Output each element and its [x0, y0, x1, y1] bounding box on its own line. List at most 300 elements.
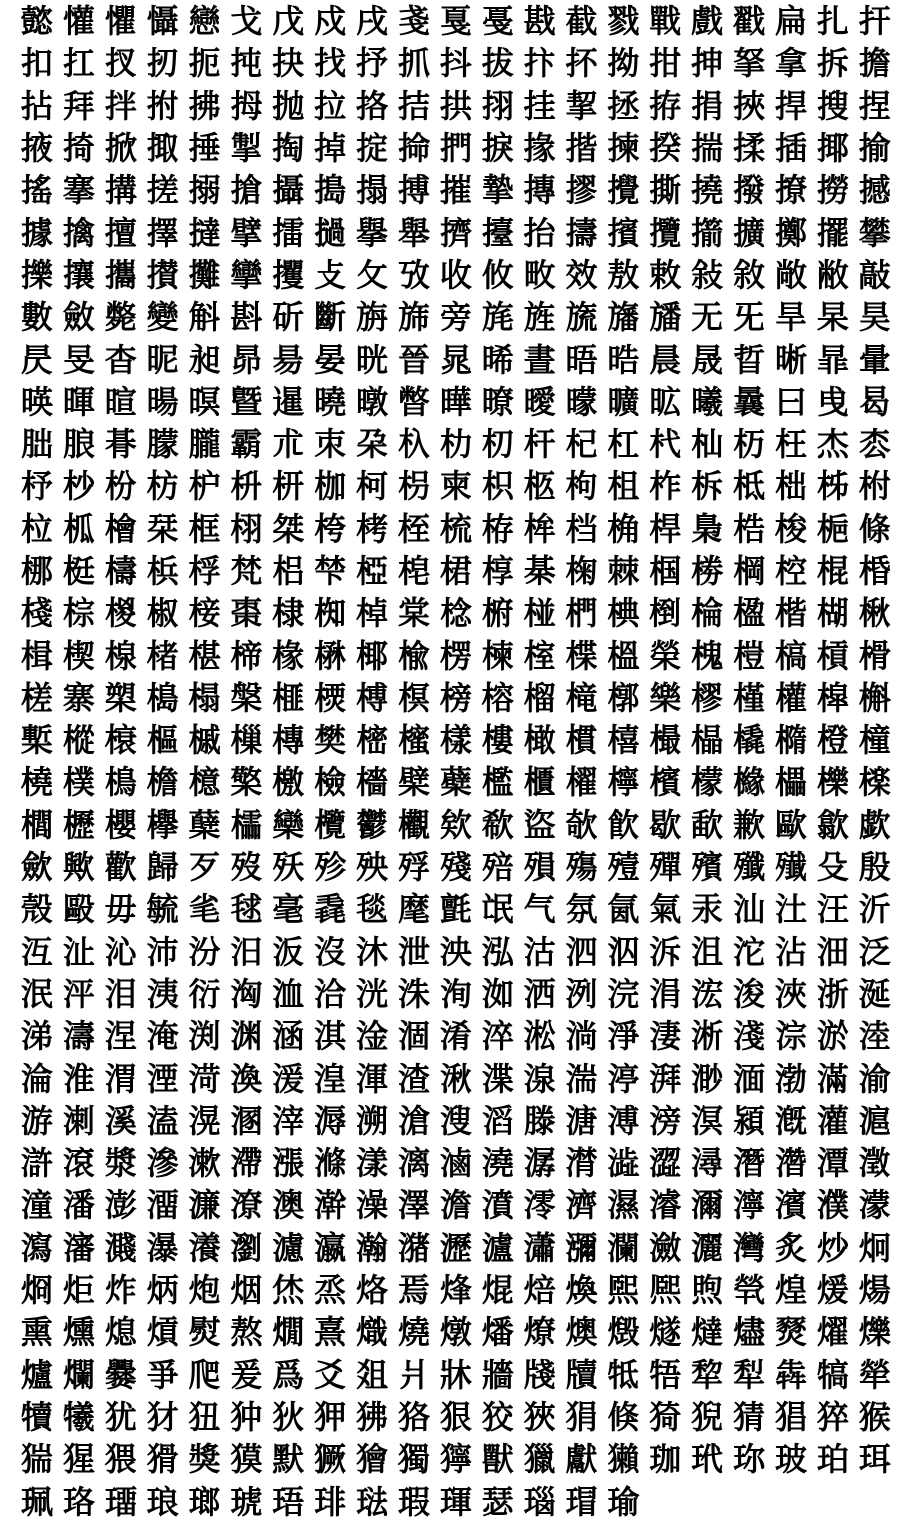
kanji-character: 枡 — [230, 467, 263, 506]
kanji-character: 晝 — [523, 340, 556, 379]
kanji-character: 桀 — [272, 509, 305, 548]
kanji-character: 樔 — [230, 721, 263, 760]
kanji-character: 瑕 — [397, 1482, 430, 1521]
kanji-character: 枅 — [272, 467, 305, 506]
kanji-character: 枉 — [774, 425, 807, 464]
kanji-character: 汾 — [188, 932, 221, 971]
kanji-character: 掾 — [523, 129, 556, 168]
kanji-character: 洽 — [314, 974, 347, 1013]
kanji-character: 捫 — [439, 129, 472, 168]
kanji-character: 欟 — [397, 805, 430, 844]
kanji-character: 盜 — [523, 805, 556, 844]
kanji-character: 欖 — [314, 805, 347, 844]
kanji-character: 杼 — [20, 467, 53, 506]
kanji-character: 欅 — [146, 805, 179, 844]
kanji-character: 欷 — [481, 805, 514, 844]
kanji-character: 柩 — [523, 467, 556, 506]
kanji-character: 獏 — [230, 1440, 263, 1479]
kanji-character: 擶 — [691, 213, 724, 252]
kanji-character: 滌 — [314, 1144, 347, 1183]
kanji-character: 檢 — [314, 763, 347, 802]
kanji-character: 槲 — [858, 678, 891, 717]
kanji-character: 檍 — [188, 763, 221, 802]
kanji-character: 曖 — [523, 382, 556, 421]
kanji-character: 槧 — [20, 721, 53, 760]
kanji-character: 旙 — [649, 298, 682, 337]
kanji-character: 爛 — [62, 1355, 95, 1394]
kanji-character: 杳 — [104, 340, 137, 379]
kanji-character: 杠 — [607, 425, 640, 464]
kanji-character: 浚 — [733, 974, 766, 1013]
kanji-character: 楝 — [481, 636, 514, 675]
kanji-character: 淺 — [733, 1017, 766, 1056]
kanji-character: 泪 — [104, 974, 137, 1013]
kanji-character: 濔 — [691, 1186, 724, 1225]
kanji-character: 澎 — [104, 1186, 137, 1225]
kanji-character: 拵 — [649, 86, 682, 125]
kanji-character: 抖 — [439, 44, 472, 83]
kanji-character: 旃 — [356, 298, 389, 337]
kanji-character: 毓 — [146, 890, 179, 929]
kanji-character: 瀋 — [62, 1228, 95, 1267]
kanji-character: 淨 — [607, 1017, 640, 1056]
kanji-character: 檬 — [691, 763, 724, 802]
kanji-character: 犹 — [104, 1397, 137, 1436]
kanji-character: 沁 — [104, 932, 137, 971]
kanji-character: 斟 — [230, 298, 263, 337]
kanji-character: 湲 — [272, 1059, 305, 1098]
kanji-character: 熄 — [104, 1313, 137, 1352]
kanji-character: 掣 — [230, 129, 263, 168]
kanji-character: 樮 — [314, 678, 347, 717]
kanji-character: 榾 — [858, 636, 891, 675]
kanji-character: 敍 — [691, 255, 724, 294]
kanji-character: 朦 — [146, 425, 179, 464]
kanji-character: 暄 — [104, 382, 137, 421]
kanji-character: 棧 — [20, 594, 53, 633]
kanji-character: 拔 — [481, 44, 514, 83]
kanji-character: 揄 — [858, 129, 891, 168]
kanji-character: 枩 — [858, 425, 891, 464]
kanji-character: 斷 — [314, 298, 347, 337]
kanji-character: 殕 — [481, 848, 514, 887]
kanji-character: 滷 — [439, 1144, 472, 1183]
kanji-character: 濳 — [774, 1144, 807, 1183]
kanji-character: 澳 — [272, 1186, 305, 1225]
kanji-character: 湎 — [733, 1059, 766, 1098]
kanji-character: 洶 — [230, 974, 263, 1013]
kanji-character: 搨 — [356, 171, 389, 210]
kanji-character: 揆 — [649, 129, 682, 168]
kanji-character: 棯 — [439, 594, 472, 633]
kanji-character: 揣 — [691, 129, 724, 168]
kanji-character: 桾 — [439, 552, 472, 590]
kanji-character: 燬 — [607, 1313, 640, 1352]
kanji-character: 榧 — [272, 678, 305, 717]
kanji-character: 猯 — [20, 1440, 53, 1479]
kanji-character: 澁 — [607, 1144, 640, 1183]
kanji-character: 熕 — [146, 1313, 179, 1352]
kanji-character: 猩 — [62, 1440, 95, 1479]
kanji-character: 歿 — [230, 848, 263, 887]
kanji-character: 杞 — [565, 425, 598, 464]
kanji-character: 沽 — [523, 932, 556, 971]
kanji-character: 犖 — [858, 1355, 891, 1394]
kanji-character: 枸 — [565, 467, 598, 506]
kanji-character: 犁 — [733, 1355, 766, 1394]
kanji-character: 獰 — [439, 1440, 472, 1479]
kanji-character: 畋 — [523, 255, 556, 294]
kanji-character: 暝 — [188, 382, 221, 421]
kanji-character: 櫁 — [397, 721, 430, 760]
kanji-character: 獺 — [607, 1440, 640, 1479]
kanji-character: 槊 — [104, 678, 137, 717]
kanji-character: 旄 — [481, 298, 514, 337]
kanji-character: 沂 — [858, 890, 891, 929]
kanji-character: 汪 — [816, 890, 849, 929]
kanji-character: 涅 — [104, 1017, 137, 1056]
kanji-character: 捍 — [774, 86, 807, 125]
kanji-character: 珞 — [62, 1482, 95, 1521]
kanji-character: 棊 — [523, 552, 556, 590]
kanji-character: 渊 — [230, 1017, 263, 1056]
kanji-character: 瀲 — [649, 1228, 682, 1267]
kanji-character: 榴 — [523, 678, 556, 717]
kanji-character: 摧 — [439, 171, 472, 210]
kanji-character: 拇 — [230, 86, 263, 125]
kanji-character: 擧 — [356, 213, 389, 252]
kanji-character: 據 — [20, 213, 53, 252]
kanji-character: 晤 — [565, 340, 598, 379]
kanji-character: 泛 — [858, 932, 891, 971]
kanji-character: 擡 — [481, 213, 514, 252]
kanji-character: 爨 — [104, 1355, 137, 1394]
kanji-character: 抬 — [523, 213, 556, 252]
kanji-character: 洙 — [397, 974, 430, 1013]
kanji-character: 燔 — [481, 1313, 514, 1352]
kanji-character: 戊 — [272, 2, 305, 41]
kanji-character: 渝 — [858, 1059, 891, 1098]
kanji-character: 滿 — [816, 1059, 849, 1098]
kanji-character: 槐 — [691, 636, 724, 675]
kanji-character: 捏 — [858, 86, 891, 125]
kanji-character: 杆 — [523, 425, 556, 464]
kanji-character: 淬 — [481, 1017, 514, 1056]
kanji-character: 牀 — [439, 1355, 472, 1394]
kanji-character: 炙 — [774, 1228, 807, 1267]
kanji-character: 澑 — [146, 1186, 179, 1225]
kanji-character: 樊 — [314, 721, 347, 760]
kanji-character: 汢 — [774, 890, 807, 929]
kanji-character: 掉 — [314, 129, 347, 168]
kanji-character: 櫞 — [733, 763, 766, 802]
kanji-character: 戀 — [188, 2, 221, 41]
kanji-character: 熾 — [356, 1313, 389, 1352]
kanji-character: 旛 — [607, 298, 640, 337]
kanji-character: 槃 — [230, 678, 263, 717]
kanji-character: 掏 — [272, 129, 305, 168]
kanji-character: 烽 — [439, 1271, 472, 1310]
kanji-character: 樸 — [62, 763, 95, 802]
kanji-character: 扽 — [230, 44, 263, 83]
kanji-character: 攘 — [62, 255, 95, 294]
kanji-character: 桿 — [649, 509, 682, 548]
kanji-character: 搴 — [62, 171, 95, 210]
kanji-character: 敘 — [733, 255, 766, 294]
kanji-character: 爼 — [356, 1355, 389, 1394]
kanji-character: 洫 — [272, 974, 305, 1013]
kanji-character: 爐 — [20, 1355, 53, 1394]
kanji-character: 溯 — [356, 1101, 389, 1140]
kanji-character: 晉 — [397, 340, 430, 379]
kanji-character: 瑯 — [188, 1482, 221, 1521]
kanji-character: 毳 — [314, 890, 347, 929]
kanji-character: 炸 — [104, 1271, 137, 1310]
kanji-character: 滂 — [649, 1101, 682, 1140]
kanji-character: 朮 — [272, 425, 305, 464]
kanji-character: 滓 — [272, 1101, 305, 1140]
kanji-character: 烋 — [272, 1271, 305, 1310]
kanji-character: 滬 — [858, 1101, 891, 1140]
kanji-character: 抻 — [691, 44, 724, 83]
kanji-character: 椣 — [607, 594, 640, 633]
kanji-character: 歃 — [691, 805, 724, 844]
kanji-character: 朧 — [188, 425, 221, 464]
kanji-character: 犲 — [146, 1397, 179, 1436]
kanji-character: 歟 — [62, 848, 95, 887]
kanji-character: 摶 — [523, 171, 556, 210]
kanji-character: 毋 — [104, 890, 137, 929]
kanji-character: 歡 — [104, 848, 137, 887]
kanji-character: 狷 — [565, 1397, 598, 1436]
kanji-character: 暎 — [20, 382, 53, 421]
kanji-character: 挈 — [565, 86, 598, 125]
kanji-character: 濟 — [565, 1186, 598, 1225]
kanji-character: 殱 — [774, 848, 807, 887]
kanji-character: 樛 — [691, 678, 724, 717]
kanji-character: 沍 — [20, 932, 53, 971]
kanji-character: 漾 — [356, 1144, 389, 1183]
kanji-character: 氤 — [607, 890, 640, 929]
kanji-character: 牆 — [481, 1355, 514, 1394]
kanji-character: 溽 — [314, 1101, 347, 1140]
kanji-character: 撼 — [858, 171, 891, 210]
kanji-character: 熨 — [188, 1313, 221, 1352]
kanji-character: 漑 — [774, 1101, 807, 1140]
kanji-character: 搗 — [314, 171, 347, 210]
kanji-character: 楜 — [816, 594, 849, 633]
kanji-character: 气 — [523, 890, 556, 929]
kanji-character: 歐 — [774, 805, 807, 844]
kanji-character: 橈 — [20, 763, 53, 802]
kanji-character: 渺 — [691, 1059, 724, 1098]
kanji-character: 抃 — [523, 44, 556, 83]
kanji-character: 暘 — [146, 382, 179, 421]
kanji-character: 抛 — [272, 86, 305, 125]
kanji-character: 澪 — [523, 1186, 556, 1225]
kanji-character: 渭 — [104, 1059, 137, 1098]
kanji-character: 殯 — [691, 848, 724, 887]
kanji-character: 狆 — [230, 1397, 263, 1436]
kanji-character: 浣 — [607, 974, 640, 1013]
kanji-character: 暈 — [858, 340, 891, 379]
kanji-character: 殍 — [397, 848, 430, 887]
kanji-character: 殷 — [858, 848, 891, 887]
kanji-character: 泙 — [62, 974, 95, 1013]
kanji-character: 梃 — [62, 552, 95, 590]
kanji-character: 擴 — [733, 213, 766, 252]
kanji-character: 熹 — [314, 1313, 347, 1352]
kanji-character: 搖 — [20, 171, 53, 210]
kanji-character: 歸 — [146, 848, 179, 887]
kanji-character: 斃 — [104, 298, 137, 337]
kanji-character: 朷 — [481, 425, 514, 464]
kanji-character: 瀛 — [314, 1228, 347, 1267]
kanji-character: 殀 — [272, 848, 305, 887]
kanji-character: 擺 — [816, 213, 849, 252]
kanji-character: 瀉 — [20, 1228, 53, 1267]
kanji-character: 朶 — [356, 425, 389, 464]
kanji-character: 滕 — [523, 1101, 556, 1140]
kanji-character: 枦 — [188, 467, 221, 506]
kanji-character: 棗 — [230, 594, 263, 633]
kanji-character: 焉 — [397, 1271, 430, 1310]
kanji-character: 扠 — [104, 44, 137, 83]
kanji-character: 汞 — [691, 890, 724, 929]
kanji-character: 朿 — [314, 425, 347, 464]
kanji-character: 櫃 — [523, 763, 556, 802]
kanji-character: 燠 — [565, 1313, 598, 1352]
kanji-character: 濕 — [607, 1186, 640, 1225]
kanji-character: 柝 — [691, 467, 724, 506]
kanji-character: 燵 — [691, 1313, 724, 1352]
kanji-character: 潁 — [733, 1101, 766, 1140]
kanji-character: 掵 — [397, 129, 430, 168]
kanji-character: 旻 — [62, 340, 95, 379]
kanji-character: 炳 — [146, 1271, 179, 1310]
kanji-character: 椁 — [481, 552, 514, 590]
kanji-character: 楾 — [104, 636, 137, 675]
kanji-character: 鬱 — [356, 805, 389, 844]
kanji-character: 楷 — [774, 594, 807, 633]
kanji-character: 爭 — [146, 1355, 179, 1394]
kanji-character: 櫂 — [565, 763, 598, 802]
kanji-character: 狹 — [523, 1397, 556, 1436]
kanji-character: 猖 — [774, 1397, 807, 1436]
kanji-character: 槭 — [188, 721, 221, 760]
kanji-character: 瀚 — [356, 1228, 389, 1267]
kanji-character: 槞 — [565, 678, 598, 717]
kanji-character: 檳 — [649, 763, 682, 802]
kanji-character: 煖 — [816, 1271, 849, 1310]
kanji-character: 捩 — [481, 129, 514, 168]
kanji-character: 渕 — [188, 1017, 221, 1056]
kanji-character: 檻 — [481, 763, 514, 802]
kanji-character: 瑁 — [565, 1482, 598, 1521]
kanji-character: 澹 — [439, 1186, 472, 1225]
kanji-character: 獎 — [188, 1440, 221, 1479]
kanji-character: 懿 — [20, 2, 53, 41]
kanji-character: 灣 — [733, 1228, 766, 1267]
kanji-character: 氣 — [649, 890, 682, 929]
kanji-character: 槫 — [272, 721, 305, 760]
kanji-character: 拑 — [649, 44, 682, 83]
kanji-character: 椄 — [188, 594, 221, 633]
kanji-character: 泱 — [439, 932, 472, 971]
kanji-character: 梳 — [439, 509, 472, 548]
kanji-character: 燼 — [733, 1313, 766, 1352]
kanji-character: 曷 — [858, 382, 891, 421]
kanji-character: 楴 — [230, 636, 263, 675]
kanji-character: 柹 — [816, 467, 849, 506]
kanji-character: 濛 — [858, 1186, 891, 1225]
kanji-character: 涕 — [20, 1017, 53, 1056]
kanji-character: 澆 — [481, 1144, 514, 1183]
kanji-character: 滉 — [188, 1101, 221, 1140]
kanji-character: 狎 — [314, 1397, 347, 1436]
kanji-character: 拮 — [397, 86, 430, 125]
kanji-character: 楞 — [439, 636, 472, 675]
kanji-character: 渙 — [230, 1059, 263, 1098]
kanji-character: 拿 — [774, 44, 807, 83]
kanji-character: 泝 — [649, 932, 682, 971]
kanji-character: 撥 — [733, 171, 766, 210]
kanji-character: 昴 — [230, 340, 263, 379]
kanji-character: 蘖 — [188, 805, 221, 844]
kanji-character: 猴 — [858, 1397, 891, 1436]
kanji-character: 搆 — [104, 171, 137, 210]
kanji-character: 漿 — [104, 1144, 137, 1183]
kanji-character: 浹 — [774, 974, 807, 1013]
kanji-character: 湃 — [649, 1059, 682, 1098]
kanji-character: 櫻 — [104, 805, 137, 844]
kanji-character: 濬 — [649, 1186, 682, 1225]
kanji-character: 游 — [20, 1101, 53, 1140]
kanji-character: 杁 — [397, 425, 430, 464]
kanji-character: 楮 — [146, 636, 179, 675]
kanji-character: 倏 — [607, 1397, 640, 1436]
kanji-character: 煬 — [858, 1271, 891, 1310]
kanji-character: 湮 — [146, 1059, 179, 1098]
kanji-character: 溂 — [62, 1101, 95, 1140]
kanji-character: 淌 — [565, 1017, 598, 1056]
kanji-character: 戡 — [523, 2, 556, 41]
kanji-character: 爿 — [397, 1355, 430, 1394]
kanji-character: 戈 — [230, 2, 263, 41]
kanji-character: 飮 — [607, 805, 640, 844]
kanji-character: 擒 — [62, 213, 95, 252]
kanji-character: 汳 — [272, 932, 305, 971]
kanji-character: 抔 — [565, 44, 598, 83]
kanji-character: 曄 — [439, 382, 472, 421]
kanji-character: 栞 — [146, 509, 179, 548]
kanji-character: 揀 — [607, 129, 640, 168]
kanji-character: 曩 — [733, 382, 766, 421]
kanji-character: 懾 — [146, 2, 179, 41]
kanji-character: 燒 — [397, 1313, 430, 1352]
kanji-character: 濂 — [188, 1186, 221, 1225]
kanji-character: 暾 — [356, 382, 389, 421]
kanji-character: 敕 — [649, 255, 682, 294]
kanji-character: 柤 — [607, 467, 640, 506]
kanji-character: 炒 — [816, 1228, 849, 1267]
kanji-character: 渾 — [356, 1059, 389, 1098]
kanji-character: 滾 — [62, 1144, 95, 1183]
kanji-character: 泓 — [481, 932, 514, 971]
kanji-character: 扨 — [146, 44, 179, 83]
kanji-character: 犢 — [20, 1397, 53, 1436]
kanji-character: 桴 — [188, 552, 221, 590]
